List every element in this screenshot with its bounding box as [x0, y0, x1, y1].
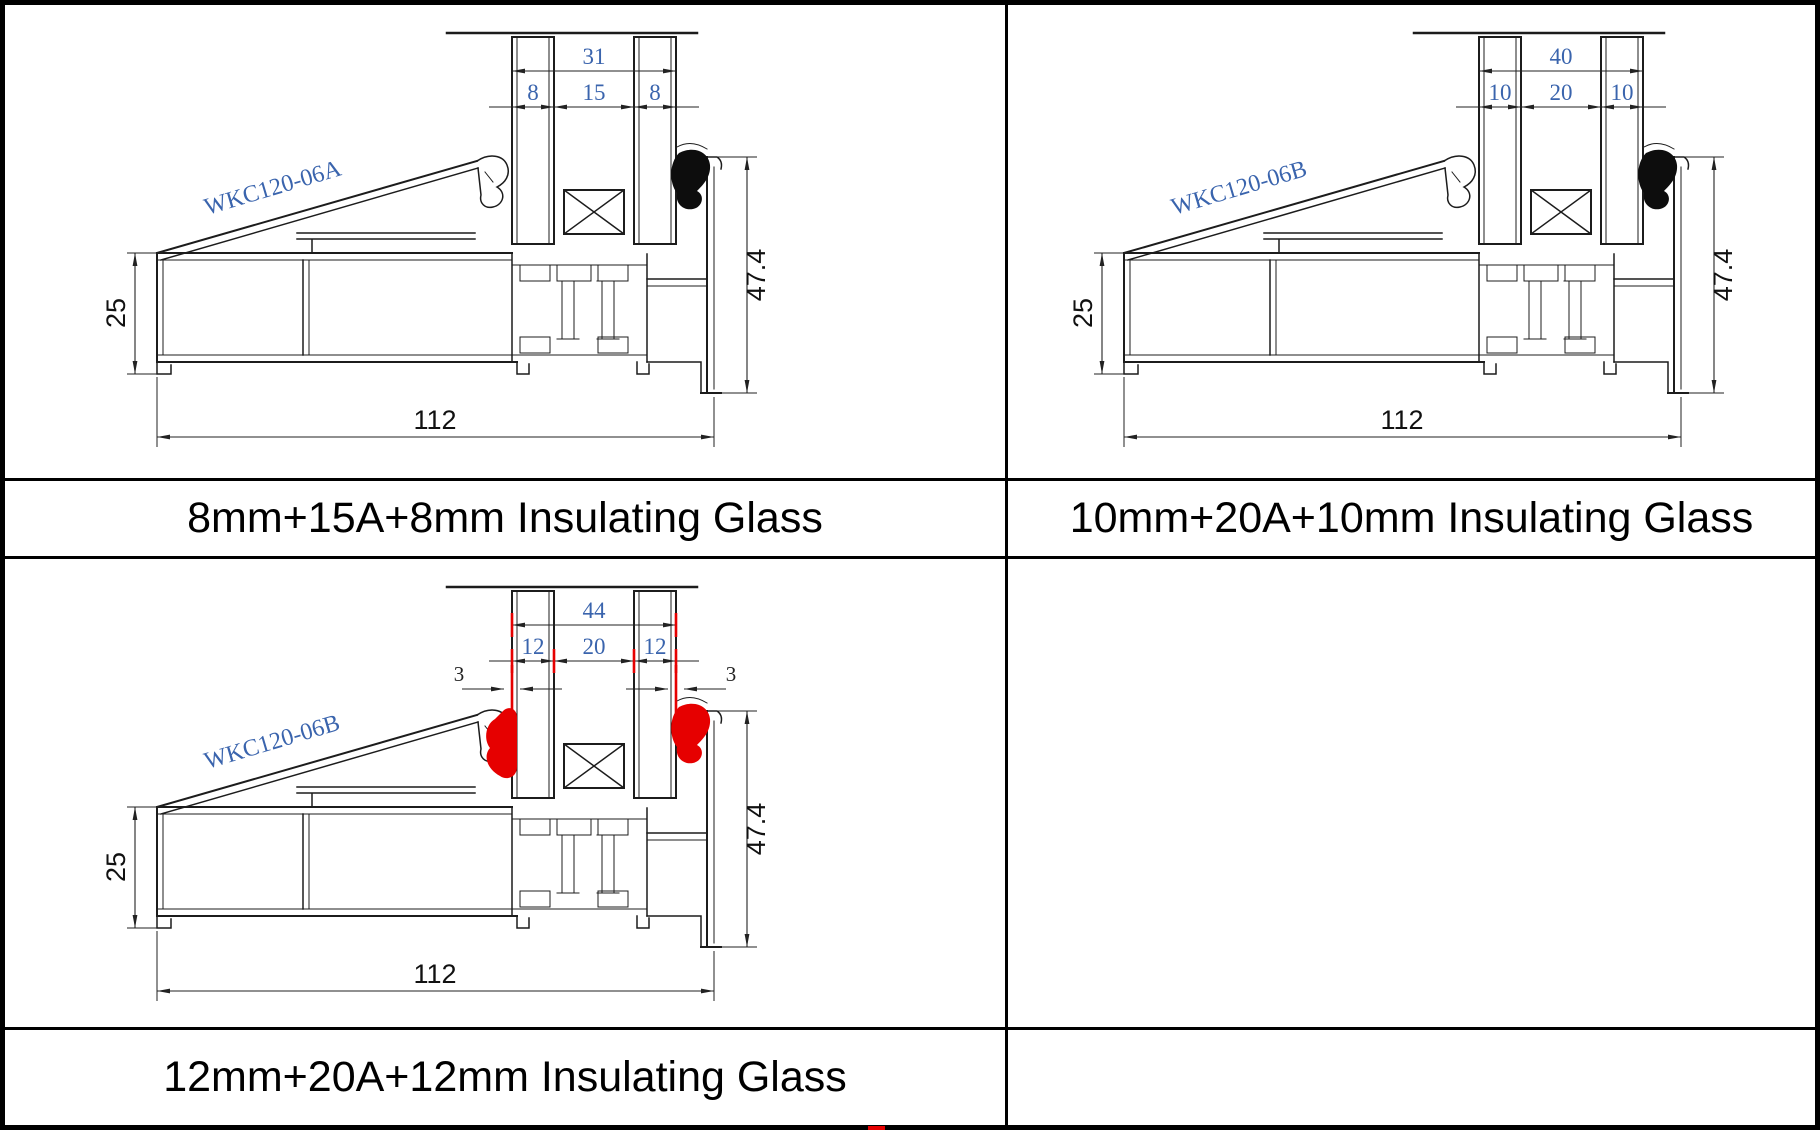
edge-gap-dim-right	[626, 662, 736, 689]
cell-drawing-10-20-10	[1008, 5, 1815, 481]
cell-caption-8-15-8	[5, 481, 1008, 559]
profile-label: WKC120-06B	[201, 710, 343, 775]
dim-frame-width: 112	[413, 405, 457, 435]
dim-glass-outer: 12	[521, 634, 545, 659]
dim-glass-inner: 8	[649, 80, 661, 105]
dim-spacer: 20	[582, 634, 606, 659]
cell-empty-caption	[1008, 1030, 1815, 1125]
sill-height-dimension	[101, 807, 163, 928]
cell-caption-10-20-10	[1008, 481, 1815, 559]
dim-glass-total: 40	[1549, 44, 1573, 69]
dim-sill-height: 25	[1068, 297, 1098, 329]
dim-frame-height: 47.4	[741, 802, 771, 856]
gasket-right	[671, 150, 710, 210]
dim-frame-width: 112	[1380, 405, 1424, 435]
spacer-block-icon	[1531, 190, 1591, 234]
cell-drawing-12-20-12	[5, 559, 1008, 1030]
dim-sill-height: 25	[101, 297, 131, 329]
dim-sill-height: 25	[101, 851, 131, 883]
dim-glass-inner: 10	[1610, 80, 1634, 105]
sill-height-dimension	[101, 253, 163, 374]
frame-width-dimension	[157, 931, 714, 1001]
dim-edge-gap-left: 3	[453, 662, 465, 686]
profile-section-drawing	[57, 7, 777, 475]
red-mark-artifact	[868, 1126, 885, 1130]
spacer-block-icon	[564, 744, 624, 788]
glass-dimensions	[489, 44, 699, 107]
profile-section-drawing	[1024, 7, 1744, 475]
cell-empty-drawing	[1008, 559, 1815, 1030]
dim-glass-total: 31	[582, 44, 606, 69]
frame-width-dimension	[1124, 377, 1681, 447]
frame-height-dimension	[707, 157, 771, 393]
caption-text: 10mm+20A+10mm Insulating Glass	[1069, 494, 1754, 542]
frame-height-dimension	[707, 711, 771, 947]
dim-glass-inner: 12	[643, 634, 667, 659]
spacer-block-icon	[564, 190, 624, 234]
edge-gap-dim-left	[454, 662, 562, 689]
profile-section-drawing	[57, 561, 777, 1029]
dim-glass-total: 44	[582, 598, 606, 623]
gasket-left-red	[486, 708, 517, 778]
dim-glass-outer: 10	[1488, 80, 1512, 105]
dim-frame-height: 47.4	[741, 248, 771, 302]
cell-caption-12-20-12	[5, 1030, 1008, 1125]
dim-frame-width: 112	[413, 959, 457, 989]
profile-label: WKC120-06B	[1168, 156, 1310, 221]
caption-text: 8mm+15A+8mm Insulating Glass	[187, 494, 823, 542]
dim-spacer: 15	[582, 80, 606, 105]
gasket-right	[1638, 150, 1677, 210]
caption-text: 12mm+20A+12mm Insulating Glass	[163, 1053, 847, 1101]
dim-frame-height: 47.4	[1708, 248, 1738, 302]
dim-spacer: 20	[1549, 80, 1573, 105]
glass-dimensions	[1456, 44, 1666, 107]
frame-height-dimension	[1674, 157, 1738, 393]
frame-width-dimension	[157, 377, 714, 447]
cell-drawing-8-15-8	[5, 5, 1008, 481]
dim-glass-outer: 8	[527, 80, 539, 105]
profile-label: WKC120-06A	[201, 155, 345, 221]
dim-edge-gap-right: 3	[725, 662, 737, 686]
glass-dimensions	[489, 598, 699, 661]
sill-height-dimension	[1068, 253, 1130, 374]
